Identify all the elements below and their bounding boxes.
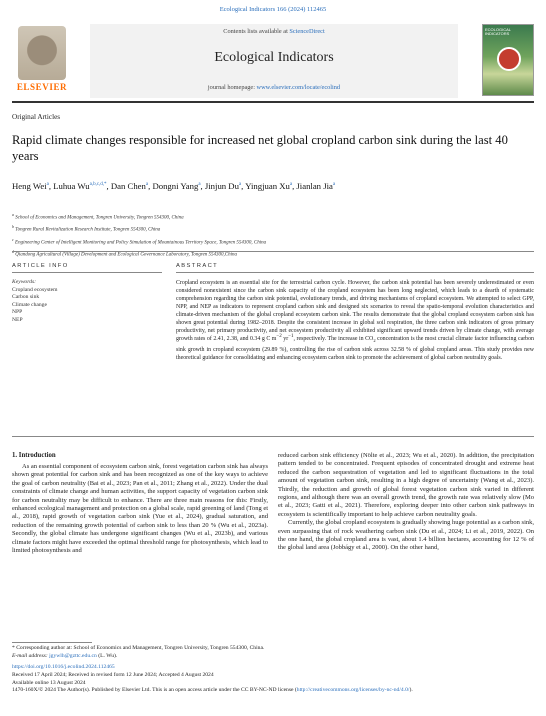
keyword: Climate change [12,301,47,308]
author-affiliation-marker[interactable]: a [289,182,293,187]
footnote-divider [12,642,92,643]
keyword: NPP [12,309,23,316]
abstract-text [176,279,534,362]
affiliation-marker: b [12,224,14,230]
abstract-part: Cropland ecosystem is an essential site for the terrestrial carbon cycle. However, the carbon sink potential has been severely underestimated or even considered nonexistent since the carbon sink capacity of the cropland ecosystem has been long neglected, which leads to a dearth of systematic comprehension regarding the carbon sink potential, evolutionary trends, and driving mechanisms of cropland ecosystem. We attempted to select GPP, NPP, and NEP as indicators to represent cropland carbon sink and designed six scenarios to reveal the spatio-temporal evolution characteristics and climate-driven mechanism of the global cropland ecosystem carbon sink. The results demonstrate that the global cropland ecosystem carbon sink has shown great potential during 1982–2018. Despite the consistent increase in global soil respiration, the three carbon sink indicators of gross primary productivity, net primary productivity, and net ecosystem productivity all exhibited significant upward trends driven by climate change, with average growth rates of 2.41, 2.38, and 0.34 g C m [176,280,534,343]
author-name[interactable]: Dongni Yang [152,180,199,191]
affiliation [12,236,532,248]
email-link[interactable]: jgywlh@gzttc.edu.cn [49,652,97,659]
author-affiliation-marker[interactable]: a [332,182,336,187]
cover-title: ECOLOGICAL INDICATORS [485,27,511,37]
author[interactable] [205,181,241,191]
section-heading-introduction: 1. Introduction [12,452,56,459]
journal-citation-link[interactable]: Ecological Indicators 166 (2024) 112465 [219,6,327,13]
abstract-bottom-divider [12,436,534,437]
author-affiliation-marker[interactable]: a,b,c,d,* [89,182,107,187]
cover-emblem-icon [497,47,521,71]
elsevier-tree-icon [18,26,66,80]
author-affiliation-marker[interactable]: a [46,182,49,187]
license-link[interactable]: http://creativecommons.org/licenses/by-nc-nd/4.0/ [296,687,410,694]
keyword: Carbon sink [12,294,40,301]
unit-superscript: −1 [288,334,294,340]
affiliation-divider [12,251,534,252]
affiliation-text: School of Economics and Management, Tongren University, Tongren 554300, China [15,215,184,221]
article-type: Original Articles [12,113,61,121]
article-title: Rapid climate changes responsible for increased net global cropland carbon sink during the last 40 years [12,133,508,163]
header-divider [12,101,534,103]
affiliation [12,223,532,235]
journal-header-box [90,24,458,98]
publisher-name: ELSEVIER [16,82,68,92]
author-name[interactable]: Jinjun Du [204,180,239,191]
author-name[interactable]: Jianlan Jia [296,180,333,191]
abstract-part: concentration is the most crucial climate factor influencing carbon sink growth in cropland ecosystem (29.89 %), controlling the rise of carbon sink across 32.58 % of global cropland areas. This study provides new theoretical guidance for consolidating and enhancing ecosystem carbon sink to promote the achievement of global carbon neutrality goals. [176,336,534,361]
co2-subscript: 2 [373,338,376,344]
author-name[interactable]: Luhua Wu [53,180,90,191]
affiliation-text: Tongren Rural Revitalization Research Institute, Tongren 554300, China [15,228,161,234]
available-online: Available online 13 August 2024 [12,679,86,686]
homepage-prefix: journal homepage: [207,84,255,91]
author-list: Heng Wei$^a$, Luhua $Wu^{a,b,c,d,*}$, Dan Chen$^a$, Dongni Yang$^a$, Jinjun Du$^a$, Yingjuan Xu$^a$, Jianlan Jia$^a$ [12,180,336,191]
doi-link[interactable]: https://doi.org/10.1016/j.ecolind.2024.112465 [12,664,115,670]
author-affiliation-marker[interactable]: a [145,182,149,187]
email-label: E-mail address: [12,652,48,659]
license-prefix: 1470-160X/© 2024 The Author(s). Published by Elsevier Ltd. This is an open access article under the CC BY-NC-ND license ( [12,687,297,694]
intro-left-column: As an essential component of ecosystem carbon sink, forest vegetation carbon sink has always shown great potential for carbon sink and has been recognized as one of the key ways to achieve the goal of carbon neutrality (Bai et al., 2023; Pan et al., 2011; Zhang et al., 2022). Under the dual constraints of climate change and human activities, the support capacity of vegetation carbon sink for carbon neutrality may be difficult to enhance. There are three main reasons for this: Firstly, enhanced ecological management and protection on a global scale, rapid greening of land (Tong et al., 2018), rapid growth of vegetation carbon sink (Yue et al., 2024), gradual saturation, and reduction of the remaining growth potential of carbon sink to less than 20 % (Wu et al., 2023a). Secondly, the global climate has undergone significant changes (Wu et al., 2023b), and various climate factors might have exceeded the optimal threshold range for photosynthesis, which lead to limited photosynthesis and [12,463,269,555]
intro-paragraph: reduced carbon sink efficiency (Nölte et al., 2023; Wu et al., 2020). In addition, the precipitation pattern tended to be concentrated. Frequent episodes of concentrated drought and extreme heat reduced the carbon sequestration of vegetation and led to significant fluctuations in the total amount of vegetation carbon sink, resulting in a high degree of uncertainty (Wang et al., 2023). Thirdly, the reduction and growth of global forest vegetation carbon sink varied in different regions, and although there was an overall growth trend, the growth rate was relatively slow (Mo et al., 2023; Gatti et al., 2021). Therefore, exploring deeper into other carbon sink pathways in ecosystem is scientifically important to help achieve carbon neutrality goals. [278,452,534,518]
footnote-line: * Corresponding author at: School of Economics and Management, Tongren University, Tongren 554300, China. [12,645,265,651]
author-name[interactable]: Heng Wei [12,180,47,191]
keywords-block [12,279,162,325]
license-line [12,687,532,695]
keyword: Cropland ecosystem [12,286,58,293]
author[interactable] [245,181,292,191]
author-affiliation-marker[interactable]: a [238,182,242,187]
affiliation-text: Engineering Center of Intelligent Monitoring and Policy Simulation of Mountainous Territory Space, Tongren 554300, China [15,240,267,246]
article-info-heading: ARTICLE INFO [12,263,69,269]
homepage-line [90,84,458,91]
affiliation-marker: c [12,236,14,242]
contents-line [90,28,458,35]
author[interactable] [296,181,335,191]
publication-info [12,664,532,695]
unit-superscript: −2 [276,334,282,340]
article-info-divider [12,272,162,273]
affiliation [12,211,532,223]
author[interactable] [152,181,200,191]
journal-title: Ecological Indicators [214,50,334,65]
intro-right-column [278,452,534,553]
masthead [12,24,534,98]
author-name[interactable]: Yingjuan Xu [245,180,290,191]
affiliation-marker: a [12,212,14,217]
sciencedirect-link[interactable]: ScienceDirect [289,28,325,35]
abstract-divider [176,272,534,273]
keyword: NEP [12,316,23,323]
author-affiliation-marker[interactable]: a [198,182,201,187]
journal-cover-image[interactable] [482,24,534,96]
author-name[interactable]: Dan Chen [110,180,146,191]
keywords-label: Keywords: [12,279,37,285]
abstract-heading: ABSTRACT [176,263,219,269]
affiliation-list [12,211,532,261]
email-suffix: (L. Wu). [98,652,118,659]
contents-prefix: Contents lists available at [223,28,288,35]
email-line [12,653,532,661]
abstract-part: yr [281,336,289,343]
author[interactable] [12,181,49,191]
author[interactable] [111,181,148,191]
received-dates: Received 17 April 2024; Received in revised form 12 June 2024; Accepted 4 August 2024 [12,671,214,678]
abstract-part: , respectively. The increase in CO [293,336,374,343]
elsevier-logo[interactable] [12,24,72,96]
corresponding-author-footnote [12,645,532,661]
author[interactable] [53,181,106,191]
homepage-link[interactable]: www.elsevier.com/locate/ecolind [256,84,341,91]
affiliation-text: Qiandong Agricultural (Village) Development and Ecological Governance Laboratory, Tongren 554300,China [15,253,238,259]
intro-paragraph: Currently, the global cropland ecosystem is gradually showing huge potential as a carbon sink, even surpassing that of rock weathering carbon sink (Du et al., 2024; Li et al., 2019, 2022). On the one hand, the global cropland area is vast, about 1.4 billion hectares, accounting for 12 % of the global land area (Jobbágy et al., 2000). On the other hand, [278,519,534,552]
license-suffix: ). [409,687,413,694]
